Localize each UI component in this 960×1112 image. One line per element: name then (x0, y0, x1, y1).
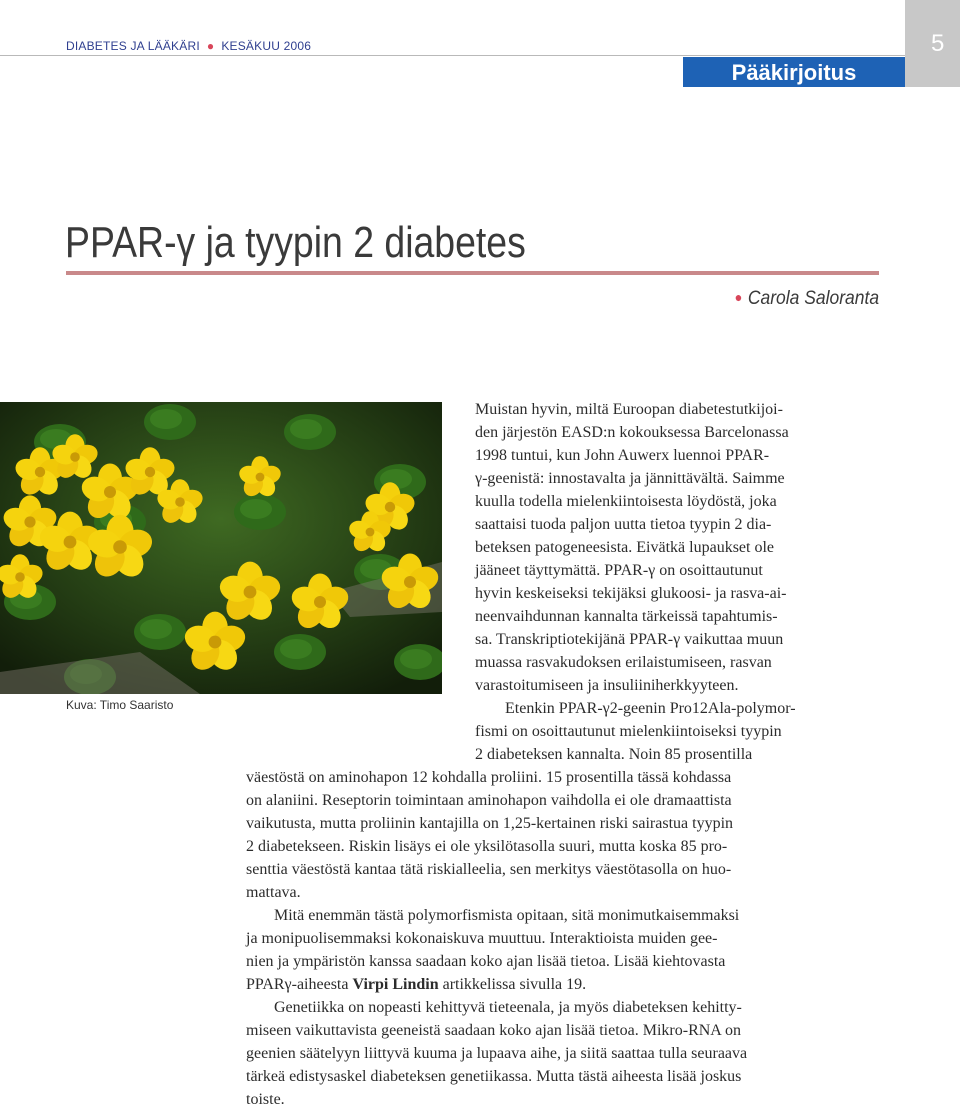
body-text-line: ja monipuolisemmaksi kokonaiskuva muuttuu. Interaktioista muiden gee- (246, 930, 718, 947)
page-number: 5 (931, 30, 945, 57)
body-text-line: toiste. (246, 1091, 285, 1108)
flower-illustration (0, 402, 442, 694)
body-text-line: varastoitumiseen ja insuliiniherkkyyteen. (475, 677, 739, 694)
author-reference: Virpi Lindin (352, 976, 439, 993)
body-text-line: 2 diabetekseen. Riskin lisäys ei ole yksilötasolla suuri, mutta koska 85 pro- (246, 838, 728, 855)
body-text-line: beteksen patogeneesista. Eivätkä lupaukset ole (475, 539, 775, 556)
body-text-line (246, 975, 586, 995)
body-text-line: mattava. (246, 884, 301, 901)
section-label: Pääkirjoitus (683, 57, 905, 87)
body-text-line: senttia väestöstä kantaa tätä riskialleelia, sen merkitys väestötasolla on huo- (246, 861, 732, 878)
body-text-line: jääneet täyttymättä. PPAR-γ on osoittautunut (475, 562, 763, 579)
body-text-line: miseen vaikuttavista geeneistä saadaan koko ajan lisää tietoa. Mikro-RNA on (246, 1022, 741, 1039)
body-text-line: Mitä enemmän tästä polymorfismista opitaan, sitä monimutkaisemmaksi (274, 907, 740, 924)
marsh-marigold-photo (0, 402, 442, 694)
author-byline (735, 288, 879, 310)
body-text-line: saattaisi tuoda paljon uutta tietoa tyypin 2 dia- (475, 516, 772, 533)
body-text-line: väestöstä on aminohapon 12 kohdalla proliini. 15 prosentilla tässä kohdassa (246, 769, 732, 786)
body-text-line: geenien säätelyyn liittyvä kuuma ja lupaava aihe, ja siitä saattaa tulla seuraava (246, 1045, 748, 1062)
body-text-line: vaikutusta, mutta proliinin kantajilla on 1,25-kertainen riski sairastua tyypin (246, 815, 734, 832)
photo-credit: Kuva: Timo Saaristo (66, 698, 174, 712)
body-text-line: 2 diabeteksen kannalta. Noin 85 prosentilla (475, 746, 753, 763)
article-title: PPAR-γ ja tyypin 2 diabetes (65, 218, 526, 267)
body-text-line: Muistan hyvin, miltä Euroopan diabetestutkijoi- (475, 401, 783, 418)
body-text-line: hyvin keskeiseksi tekijäksi glukoosi- ja rasva-ai- (475, 585, 787, 602)
body-text-span: PPARγ-aiheesta (246, 976, 349, 993)
body-text-line: 1998 tuntui, kun John Auwerx luennoi PPAR- (475, 447, 770, 464)
body-text-line: muassa rasvakudoksen erilaistumiseen, rasvan (475, 654, 772, 671)
body-text-line: Etenkin PPAR-γ2-geenin Pro12Ala-polymor- (505, 700, 796, 717)
body-text-line: kuulla todella mielenkiintoisesta löydöstä, joka (475, 493, 777, 510)
body-text-line: tärkeä edistysaskel diabeteksen genetiikassa. Mutta tästä aiheesta lisää joskus (246, 1068, 742, 1085)
journal-name: DIABETES JA LÄÄKÄRI (66, 39, 200, 53)
body-text-line: γ-geenistä: innostavalta ja jännittävältä. Saimme (475, 470, 785, 487)
body-text-line: on alaniini. Reseptorin toimintaan aminohapon vaihdolla ei ole dramaattista (246, 792, 732, 809)
body-text-line: sa. Transkriptiotekijänä PPAR-γ vaikuttaa muun (475, 631, 784, 648)
author-name: Carola Saloranta (747, 288, 879, 309)
body-text-line: neenvaihdunnan kannalta tärkeissä tapahtumis- (475, 608, 778, 625)
bullet-icon: ● (734, 289, 743, 305)
running-header (66, 39, 311, 53)
title-underline (66, 271, 879, 275)
issue-date: KESÄKUU 2006 (221, 39, 312, 53)
body-text-line: nien ja ympäristön kanssa saadaan koko ajan lisää tietoa. Lisää kiehtovasta (246, 953, 726, 970)
body-text-line: fismi on osoittautunut mielenkiintoiseksi tyypin (475, 723, 782, 740)
header-divider (0, 55, 905, 56)
body-text-span: artikkelissa sivulla 19. (442, 976, 587, 993)
body-text-line: Genetiikka on nopeasti kehittyvä tieteenala, ja myös diabeteksen kehitty- (274, 999, 742, 1016)
body-text-line: den järjestön EASD:n kokouksessa Barcelonassa (475, 424, 789, 441)
bullet-icon: ● (206, 39, 215, 53)
